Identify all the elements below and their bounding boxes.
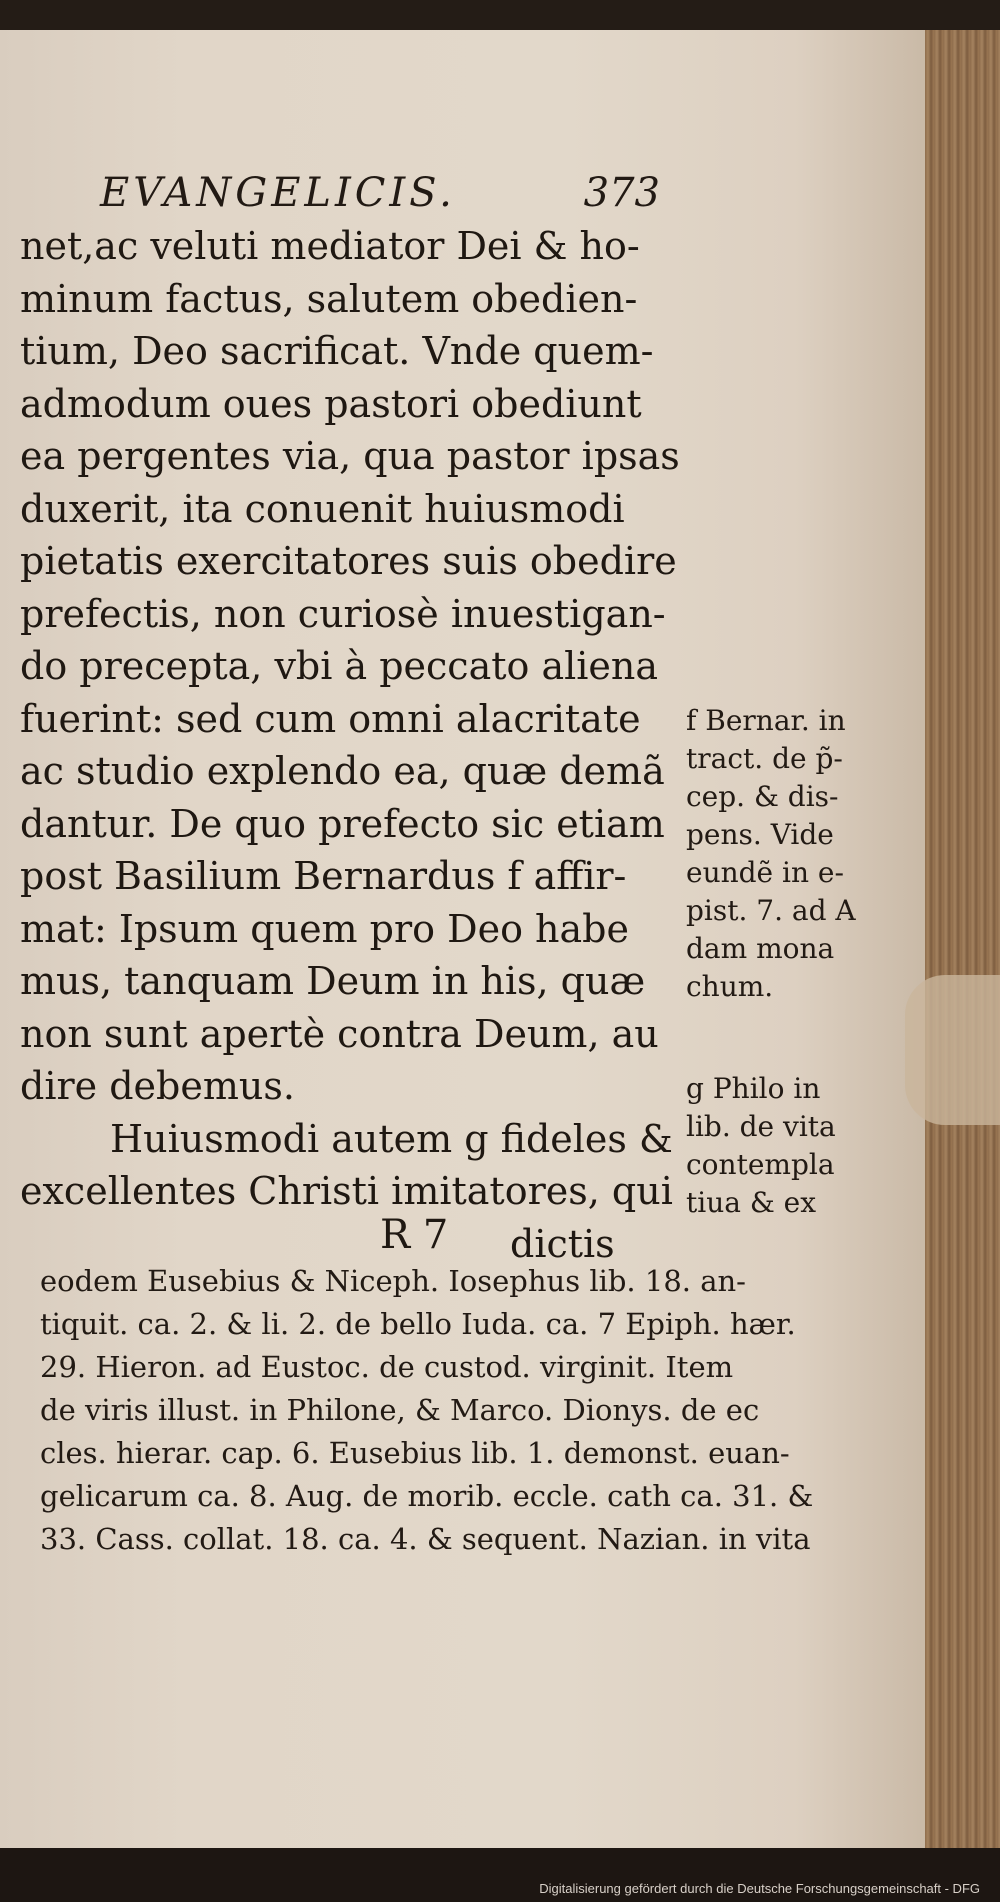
text-line: dire debemus. [20,1064,295,1108]
text-line: excellentes Christi imitatores, qui [20,1169,673,1213]
text-line: mus, tanquam Deum in his, quæ [20,959,646,1003]
footnote-line: 29. Hieron. ad Eustoc. de custod. virginit. Item [40,1350,734,1384]
footnote-block [40,1260,920,1561]
marginal-note-g [686,1070,916,1222]
footnote-line: eodem Eusebius & Niceph. Iosephus lib. 18. an- [40,1264,746,1298]
main-text [20,220,680,1270]
text-line: minum factus, salutem obedien- [20,276,638,321]
text-line: post Basilium Bernardus f affir- [20,854,627,898]
margin-line: pist. 7. ad A [686,894,856,927]
margin-line: contempla [686,1148,835,1181]
text-line: admodum oues pastori obediunt [20,381,642,426]
footnote-line: de viris illust. in Philone, & Marco. Dionys. de ec [40,1393,760,1427]
marginal-note-f [686,702,916,1006]
text-line: prefectis, non curiosè inuestigan- [20,591,666,636]
digitization-credit: Digitalisierung gefördert durch die Deutsche Forschungsgemeinschaft - DFG [539,1881,980,1896]
text-line: dictis [510,1221,615,1266]
text-line: Huiusmodi autem g fideles & [110,1116,673,1161]
text-line: fuerint: sed cum omni alacritate [20,696,641,741]
text-line: mat: Ipsum quem pro Deo habe [20,906,629,951]
footnote-line: 33. Cass. collat. 18. ca. 4. & sequent. Nazian. in vita [40,1522,811,1556]
margin-line: pens. Vide [686,818,834,851]
margin-line: f Bernar. in [686,704,846,737]
margin-line: tiua & ex [686,1186,817,1219]
footnote-line: cles. hierar. cap. 6. Eusebius lib. 1. demonst. euan- [40,1436,790,1470]
book-edge [925,30,1000,1848]
page-number: 373 [583,170,660,216]
margin-line: chum. [686,970,774,1003]
margin-line: cep. & dis- [686,780,839,813]
margin-line: tract. de p̃- [686,742,843,775]
text-line: net,ac veluti mediator Dei & ho- [20,224,640,268]
text-line: non sunt apertè contra Deum, au [20,1011,659,1056]
footnote-line: tiquit. ca. 2. & li. 2. de bello Iuda. ca. 7 Epiph. hær. [40,1307,796,1341]
text-line: duxerit, ita conuenit huiusmodi [20,486,625,531]
text-line: ea pergentes via, qua pastor ipsas [20,434,680,478]
running-head: EVANGELICIS. [100,170,456,216]
footnote-line: gelicarum ca. 8. Aug. de morib. eccle. cath ca. 31. & [40,1479,814,1513]
signature-mark: R 7 [380,1212,449,1258]
footer-bar [0,1848,1000,1902]
text-line: dantur. De quo prefecto sic etiam [20,801,665,846]
margin-line: eundẽ in e- [686,856,844,889]
text-line: ac studio explendo ea, quæ demã [20,749,665,793]
page-header [100,170,660,216]
book-clasp [905,975,1000,1125]
text-line: do precepta, vbi à peccato aliena [20,644,659,688]
text-line: pietatis exercitatores suis obedire [20,539,677,583]
margin-line: dam mona [686,932,835,965]
margin-line: g Philo in [686,1072,821,1105]
text-line: tium, Deo sacrificat. Vnde quem- [20,329,654,373]
margin-line: lib. de vita [686,1110,836,1143]
